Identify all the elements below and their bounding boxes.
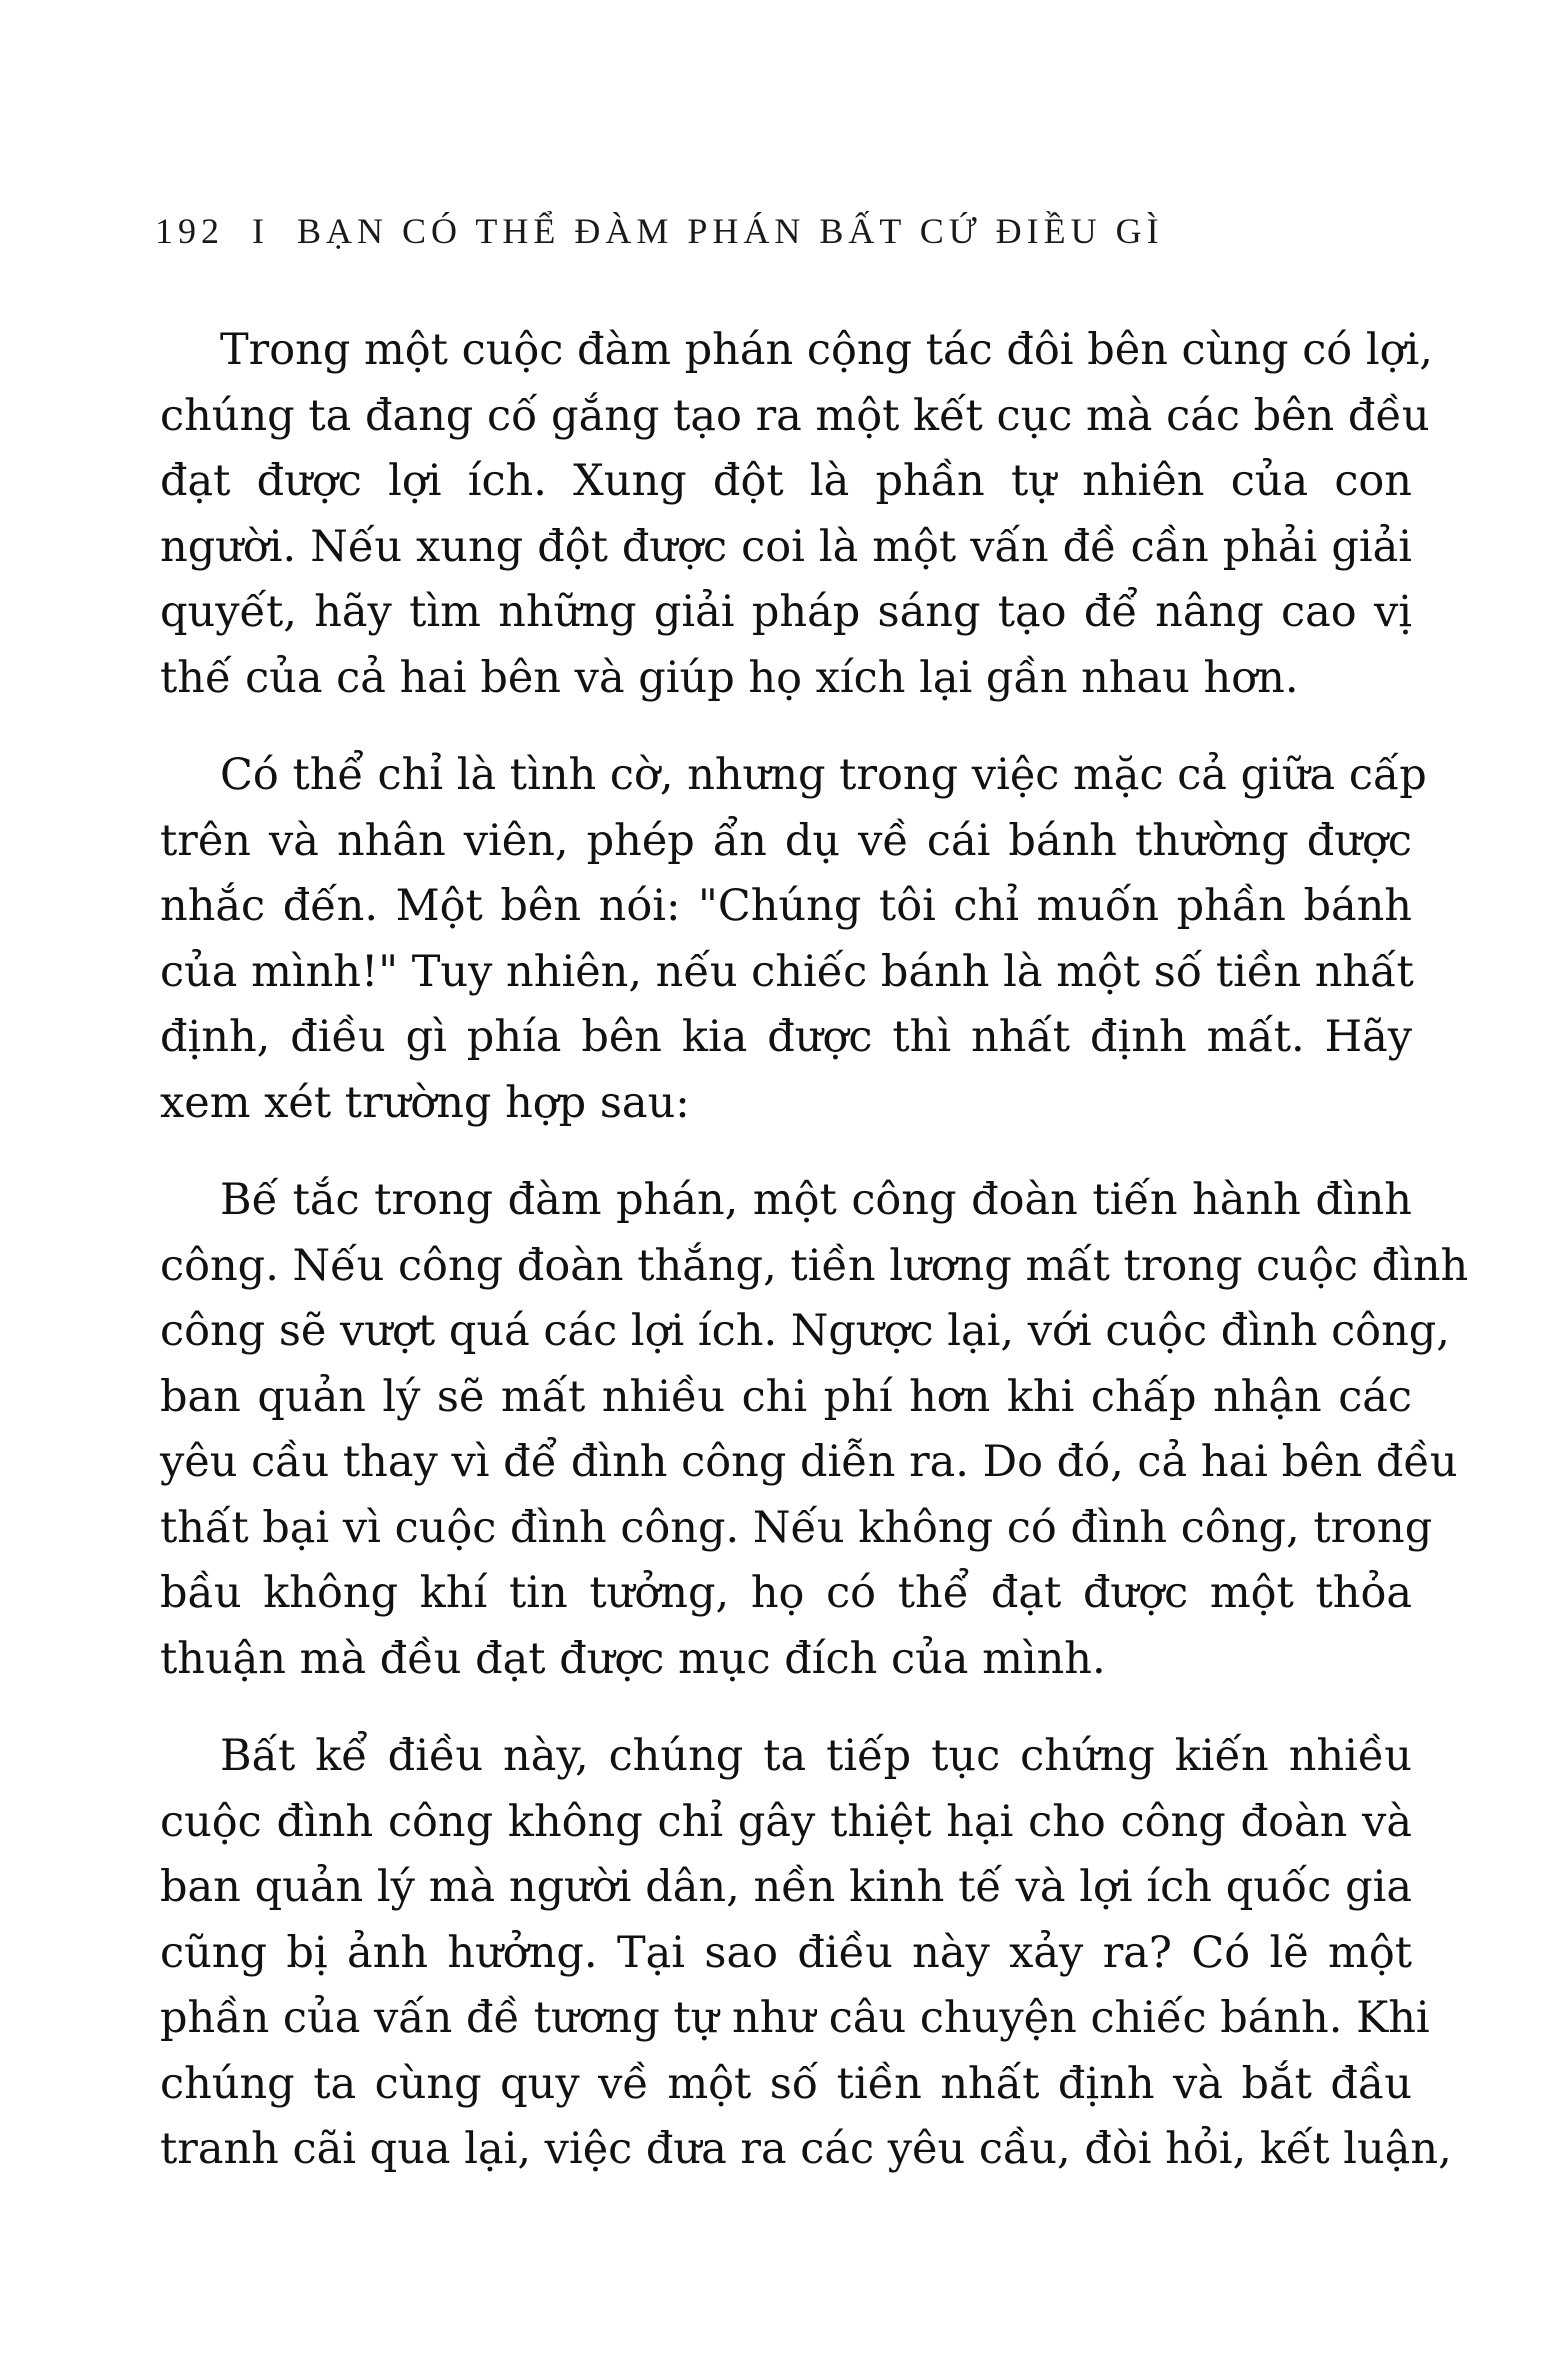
paragraph — [160, 1724, 1452, 2183]
running-head — [155, 210, 1164, 252]
text-line: thuận mà đều đạt được mục đích của mình. — [160, 1633, 1106, 1684]
text-line: Bất kể điều này, chúng ta tiếp tục chứng kiến nhiều — [220, 1731, 1412, 1781]
text-line: đạt được lợi ích. Xung đột là phần tự nhiên của con — [160, 456, 1412, 506]
text-line: chúng ta đang cố gắng tạo ra một kết cục mà các bên đều — [160, 390, 1430, 441]
text-line: tranh cãi qua lại, việc đưa ra các yêu cầu, đòi hỏi, kết luận, — [160, 2124, 1452, 2174]
text-line: của mình!" Tuy nhiên, nếu chiếc bánh là một số tiền nhất — [160, 946, 1414, 997]
text-line: công sẽ vượt quá các lợi ích. Ngược lại, với cuộc đình công, — [160, 1306, 1450, 1356]
text-line: chúng ta cùng quy về một số tiền nhất định và bắt đầu — [160, 2058, 1412, 2109]
text-line: Trong một cuộc đàm phán cộng tác đôi bên cùng có lợi, — [220, 325, 1433, 375]
text-line: cũng bị ảnh hưởng. Tại sao điều này xảy ra? Có lẽ một — [160, 1927, 1412, 1978]
text-line: quyết, hãy tìm những giải pháp sáng tạo để nâng cao vị — [160, 587, 1412, 637]
body-text — [160, 318, 1469, 2215]
paragraph — [160, 318, 1433, 711]
text-line: thất bại vì cuộc đình công. Nếu không có đình công, trong — [160, 1502, 1433, 1553]
text-line: Bế tắc trong đàm phán, một công đoàn tiến hành đình — [220, 1175, 1412, 1225]
text-line: phần của vấn đề tương tự như câu chuyện chiếc bánh. Khi — [160, 1993, 1430, 2043]
paragraph — [160, 1168, 1469, 1692]
text-line: Có thể chỉ là tình cờ, nhưng trong việc mặc cả giữa cấp — [220, 750, 1427, 800]
text-line: thế của cả hai bên và giúp họ xích lại gần nhau hơn. — [160, 652, 1299, 703]
page-number: 192 — [155, 211, 224, 251]
text-line: định, điều gì phía bên kia được thì nhất định mất. Hãy — [160, 1012, 1412, 1062]
text-line: ban quản lý sẽ mất nhiều chi phí hơn khi chấp nhận các — [160, 1371, 1412, 1422]
text-line: bầu không khí tin tưởng, họ có thể đạt được một thỏa — [160, 1568, 1412, 1618]
text-line: trên và nhân viên, phép ẩn dụ về cái bánh thường được — [160, 815, 1412, 866]
text-line: nhắc đến. Một bên nói: "Chúng tôi chỉ muốn phần bánh — [160, 881, 1412, 931]
text-line: cuộc đình công không chỉ gây thiệt hại cho công đoàn và — [160, 1796, 1412, 1847]
text-line: yêu cầu thay vì để đình công diễn ra. Do đó, cả hai bên đều — [160, 1437, 1458, 1487]
text-line: xem xét trường hợp sau: — [160, 1077, 690, 1128]
text-line: công. Nếu công đoàn thắng, tiền lương mất trong cuộc đình — [160, 1240, 1469, 1291]
book-title: BẠN CÓ THỂ ĐÀM PHÁN BẤT CỨ ĐIỀU GÌ — [297, 211, 1164, 251]
header-separator: I — [252, 211, 269, 251]
text-line: ban quản lý mà người dân, nền kinh tế và lợi ích quốc gia — [160, 1862, 1412, 1912]
paragraph — [160, 743, 1427, 1136]
text-line: người. Nếu xung đột được coi là một vấn đề cần phải giải — [160, 521, 1412, 572]
